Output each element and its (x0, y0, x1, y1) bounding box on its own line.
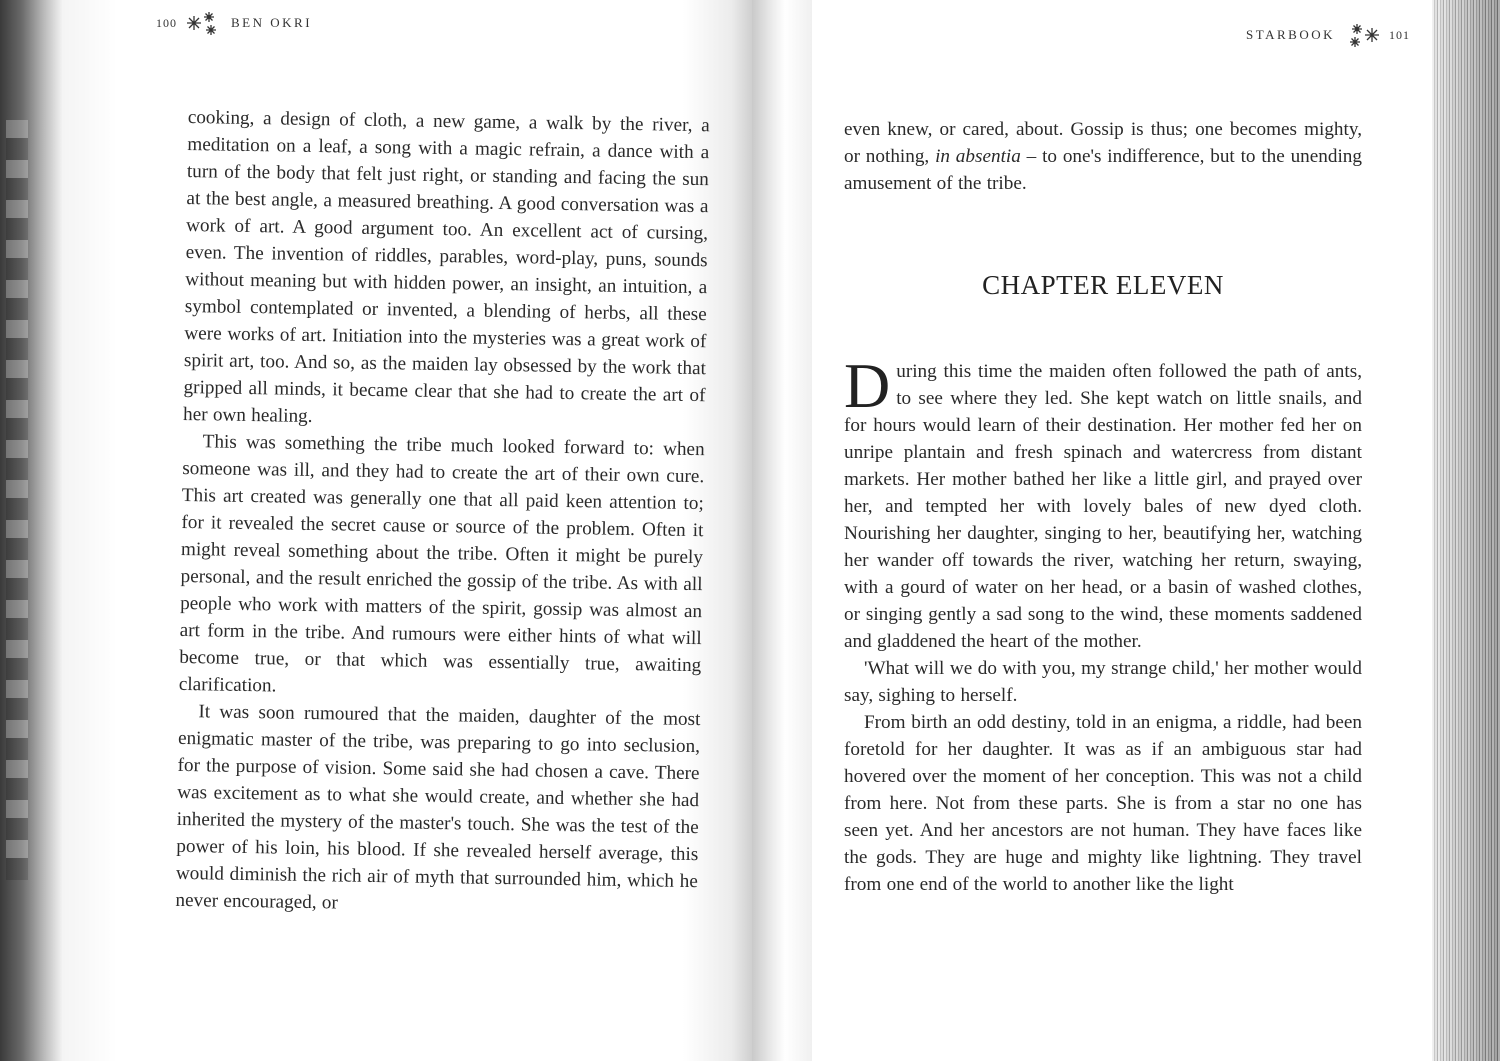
right-page-number: 101 (1389, 27, 1410, 42)
right-page-opening-text (844, 116, 1362, 197)
chapter-text (844, 350, 1362, 898)
page-stack-edge (1432, 0, 1500, 1061)
chapter-first-paragraph-text: uring this time the maiden often followed the path of ants, to see where they led. She kept watch on little snails, and for hours would learn of their destination. Her mother fed her on unripe plantain and fresh spinach and watercress from distant markets. Her mother bathed her like a little girl, and prayed over her, and tempted her with lovely bales of new dyed cloth. Nourishing her daughter, singing to her, beautifying her, watching her wander off towards the river, watching her return, swaying, with a gourd of water on her head, or a basin of washed clothes, or singing gently a sad song to the wind, these moments saddened and gladdened the heart of the mother. (844, 361, 1362, 652)
chapter-first-paragraph (844, 350, 1362, 655)
right-page (812, 0, 1432, 1061)
opening-text-end: – to one's indifference, but to the unending amusement of the tribe. (844, 146, 1362, 194)
left-paragraph-1: cooking, a design of cloth, a new game, a walk by the river, a meditation on a leaf, a song with a magic refrain, a dance with a turn of the body that felt just right, or standing and facing the sun at the best angle, a measured breathing. A good conversation was a work of art. A good argument too. An excellent act of cursing, even. The invention of riddles, parables, word-play, puns, sounds without meaning but with hidden power, an insight, an intuition, a symbol contemplated or invented, a blending of herbs, all these were works of art. Initiation into the mysteries was a great work of spirit art, too. And so, as the maiden lay obsessed by the work that gripped all minds, it became clear that she had to create the art of her own healing. (182, 106, 710, 427)
opening-text-start: even knew, or cared, about. Gossip is thus; one becomes mighty, or nothing, (844, 119, 1362, 167)
left-paragraph-2: This was something the tribe much looked forward to: when someone was ill, and they had to create the art of their own cure. This art created was generally one that all paid keen attention to; for it revealed the secret cause or source of the problem. Often it might reveal something about the tribe. Often it might be purely personal, and the result enriched the gossip of the tribe. As with all people who work with matters of the spirit, gossip was almost an art form in the tribe. And rumours were either hints of what will become true, or that which was essentially true, awaiting clarification. (178, 431, 705, 697)
scanner-edge-shadow (0, 0, 62, 1061)
star-cluster-icon (187, 10, 221, 36)
left-page (62, 0, 752, 1061)
right-running-head-title: STARBOOK (1245, 27, 1335, 42)
chapter-paragraph-3: From birth an odd destiny, told in an enigma, a riddle, had been foretold for her daughter. It was as if an ambiguous star had hovered over the moment of her conception. This was not a child from here. Not from these parts. She is from a star no one has seen yet. And her ancestors are not human. They have faces like the gods. They are huge and mighty like lightning. They travel from one end of the world to another like the light (844, 712, 1362, 895)
opening-text-italic: in absentia (935, 146, 1021, 167)
chapter-title: CHAPTER ELEVEN (982, 270, 1224, 300)
left-running-head (156, 10, 312, 36)
left-page-text (175, 104, 710, 922)
book-gutter (752, 0, 812, 1061)
chapter-paragraph-2: 'What will we do with you, my strange child,' her mother would say, sighing to herself. (844, 658, 1362, 706)
left-running-head-title: BEN OKRI (231, 15, 313, 30)
left-paragraph-3: It was soon rumoured that the maiden, daughter of the most enigmatic master of the tribe, was preparing to go into seclusion, for the purpose of vision. Some said she had chosen a cave. There was excitement as to what she would create, and whether she had inherited the mystery of the master's touch. She was the test of the power of his loin, his blood. If she revealed herself average, this would diminish the rich air of myth that surrounded him, which he never encouraged, or (175, 701, 701, 914)
right-running-head (1246, 22, 1410, 48)
right-opening-paragraph (844, 116, 1362, 197)
star-cluster-icon (1345, 22, 1379, 48)
drop-cap: D (844, 350, 891, 421)
left-page-number: 100 (156, 15, 177, 30)
